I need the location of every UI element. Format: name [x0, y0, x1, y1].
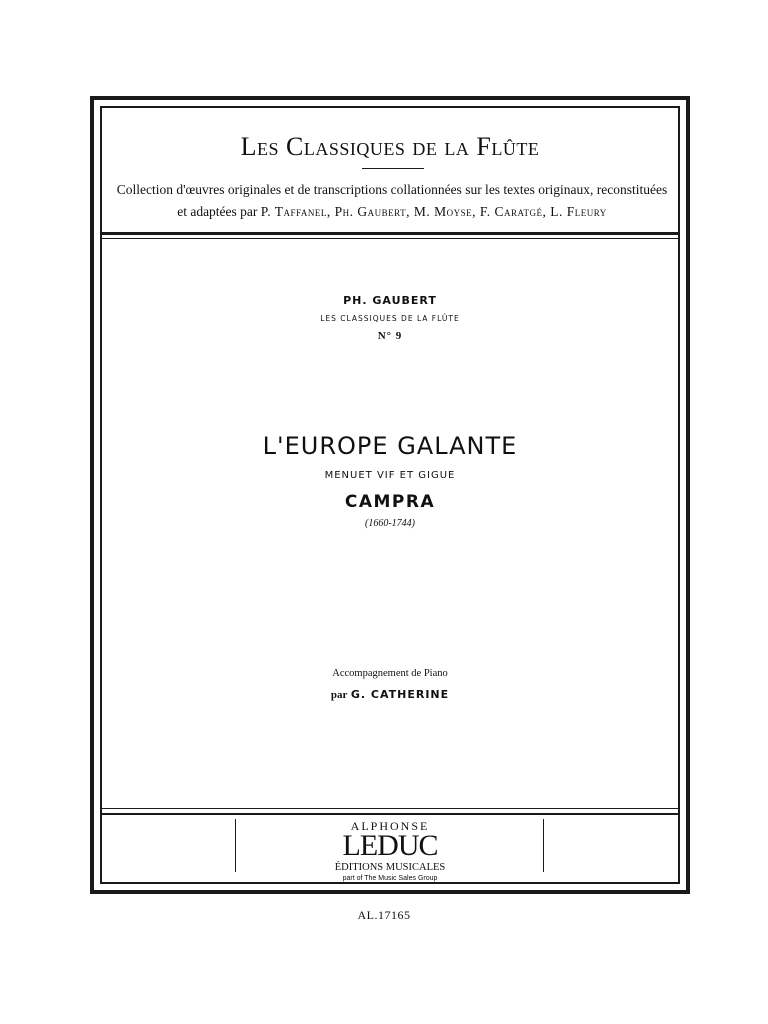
publisher-group: part of The Music Sales Group: [342, 875, 438, 882]
edition-series: LES CLASSIQUES DE LA FLÛTE: [320, 314, 460, 323]
publisher-tagline: ÉDITIONS MUSICALES: [334, 862, 446, 873]
title-underline: [362, 168, 424, 169]
publisher-first-name: ALPHONSE: [350, 819, 430, 833]
inner-frame: [100, 106, 680, 884]
work-subtitle: MENUET VIF ET GIGUE: [324, 470, 456, 481]
arranger-par: par: [330, 689, 348, 701]
accompaniment-label: Accompagnement de Piano: [332, 668, 448, 679]
arranger-line: [102, 688, 678, 701]
editors-names: P. Taffanel, Ph. Gaubert, M. Moyse, F. Caratgé, L. Fleury: [260, 204, 607, 219]
series-title: Les Classiques de la Flûte: [240, 132, 540, 161]
composer-dates: (1660-1744): [365, 518, 415, 529]
publisher-band: [102, 808, 678, 882]
composer-name: CAMPRA: [344, 492, 436, 512]
arranger-name: G. CATHERINE: [350, 688, 450, 701]
catalog-number: AL.17165: [357, 908, 411, 922]
work-title: L'EUROPE GALANTE: [262, 432, 518, 460]
collection-editors-line: [116, 204, 668, 220]
edition-number: N° 9: [377, 330, 403, 342]
series-header: [102, 108, 678, 235]
editors-prefix: et adaptées par: [177, 204, 261, 219]
collection-description: Collection d'œuvres originales et de transcriptions collationnées sur les textes originaux, reconstituées: [116, 182, 668, 197]
publisher-logo-name: LEDUC: [342, 829, 438, 862]
edition-author: PH. GAUBERT: [343, 294, 437, 307]
title-page-frame: [90, 96, 690, 894]
